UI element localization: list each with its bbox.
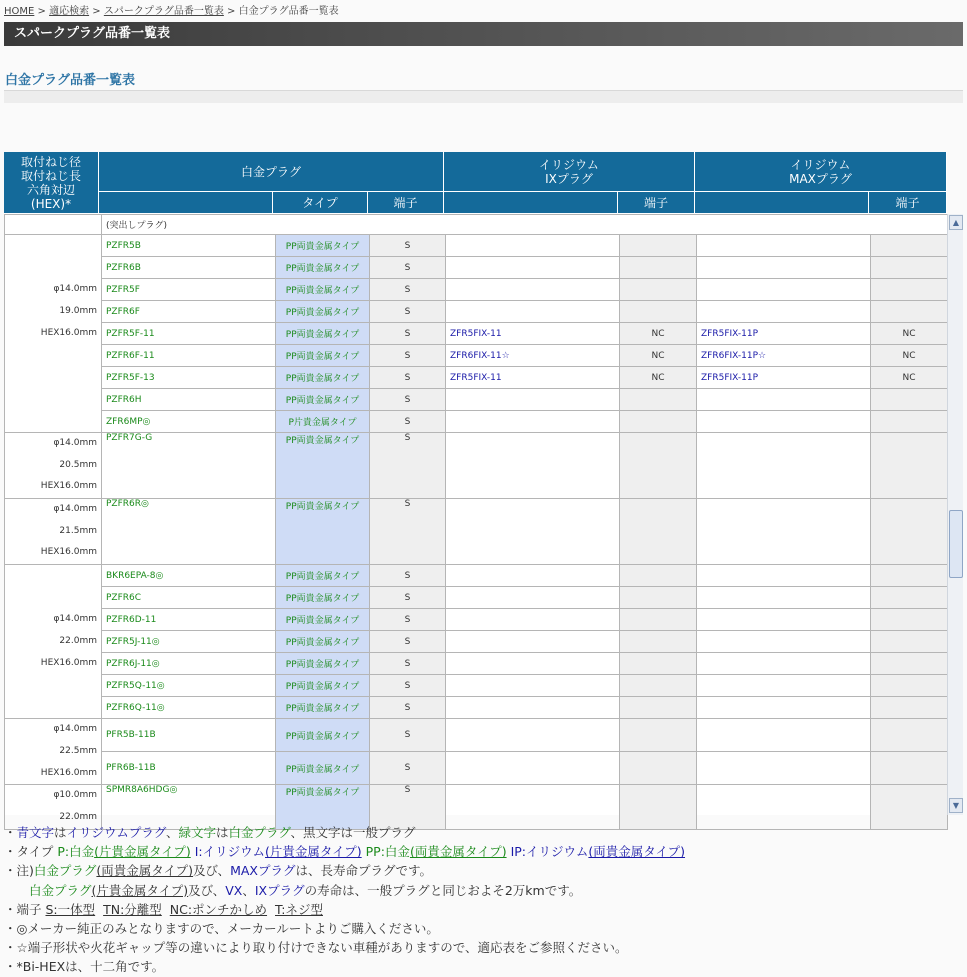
header-ix-terminal: 端子 [618, 192, 695, 214]
ix-part-number[interactable] [446, 433, 620, 499]
section-divider [4, 90, 963, 103]
terminal-type: S [370, 389, 446, 411]
table-row [5, 719, 948, 752]
platinum-part-number[interactable]: PZFR7G-G [102, 433, 276, 499]
size-line: φ14.0mm [53, 724, 97, 735]
max-terminal [871, 499, 948, 565]
max-terminal [871, 587, 948, 609]
breadcrumb-home-link[interactable]: HOME [4, 6, 35, 17]
terminal-type: S [370, 499, 446, 565]
breadcrumb-current: 白金プラグ品番一覧表 [238, 6, 339, 17]
max-terminal [871, 697, 948, 719]
ix-part-number[interactable]: ZFR6FIX-11☆ [446, 345, 620, 367]
max-terminal [871, 389, 948, 411]
terminal-type: S [370, 565, 446, 587]
breadcrumb-separator: > [89, 6, 104, 17]
terminal-type: S [370, 235, 446, 257]
ix-terminal [620, 279, 697, 301]
max-terminal [871, 653, 948, 675]
max-part-number[interactable] [697, 719, 871, 752]
ix-part-number[interactable] [446, 235, 620, 257]
scroll-down-icon[interactable]: ▼ [949, 798, 963, 813]
plug-type: PP両貴金属タイプ [276, 433, 370, 499]
size-cell [5, 235, 102, 433]
size-line: HEX16.0mm [40, 657, 97, 668]
size-line [9, 258, 97, 280]
terminal-type: S [370, 631, 446, 653]
ix-terminal [620, 433, 697, 499]
plug-type: PP両貴金属タイプ [276, 675, 370, 697]
plug-type: PP両貴金属タイプ [276, 235, 370, 257]
table-body-viewport[interactable] [4, 214, 947, 822]
plug-type: PP両貴金属タイプ [276, 389, 370, 411]
ix-terminal [620, 609, 697, 631]
terminal-type: S [370, 653, 446, 675]
max-part-number[interactable] [697, 653, 871, 675]
table-row [5, 565, 948, 587]
size-line: 22.0mm [59, 635, 97, 646]
max-part-number[interactable]: ZFR5FIX-11P [697, 367, 871, 389]
max-part-number[interactable] [697, 587, 871, 609]
plug-type: PP両貴金属タイプ [276, 587, 370, 609]
terminal-type: S [370, 323, 446, 345]
plug-type: PP両貴金属タイプ [276, 257, 370, 279]
ix-part-number[interactable] [446, 257, 620, 279]
platinum-part-number[interactable]: PZFR6F [102, 301, 276, 323]
size-line [9, 587, 97, 609]
platinum-part-number[interactable]: PZFR6C [102, 587, 276, 609]
ix-terminal [620, 719, 697, 752]
ix-part-number[interactable] [446, 279, 620, 301]
size-cell [5, 433, 102, 499]
table-scrollbar[interactable] [947, 214, 963, 815]
terminal-type: S [370, 785, 446, 829]
ix-part-number[interactable] [446, 609, 620, 631]
size-line [9, 236, 97, 258]
size-cell [5, 499, 102, 565]
breadcrumb-search-link[interactable]: 適応検索 [49, 6, 90, 17]
terminal-type: S [370, 433, 446, 499]
note-line: 白金プラグ(片貴金属タイプ)及び、VX、IXプラグの寿命は、一般プラグと同じおよそ2万kmです。 [29, 882, 582, 898]
ix-part-number[interactable] [446, 587, 620, 609]
table-row [5, 235, 948, 257]
table-row [5, 323, 948, 345]
table-row [5, 279, 948, 301]
ix-part-number[interactable] [446, 675, 620, 697]
ix-terminal [620, 697, 697, 719]
max-terminal [871, 785, 948, 829]
size-line: HEX16.0mm [40, 481, 97, 492]
max-terminal: NC [871, 367, 948, 389]
table-row [5, 433, 948, 499]
plug-type: PP両貴金属タイプ [276, 565, 370, 587]
ix-terminal [620, 631, 697, 653]
platinum-part-number[interactable]: PZFR6D-11 [102, 609, 276, 631]
ix-terminal: NC [620, 367, 697, 389]
header-platinum-sub [99, 192, 273, 214]
note-line: ・☆端子形状や火花ギャップ等の違いにより取り付けできない車種がありますので、適応表をご参照ください。 [4, 940, 628, 956]
protruding-plug-note: (突出しプラグ) [102, 215, 948, 235]
blue-text-label: 青文字 [16, 825, 55, 840]
max-part-number[interactable] [697, 235, 871, 257]
plug-table [4, 214, 948, 830]
max-part-number[interactable] [697, 752, 871, 785]
header-platinum: 白金プラグ [99, 152, 444, 192]
max-part-number[interactable] [697, 433, 871, 499]
size-cell [5, 565, 102, 719]
terminal-type: S [370, 675, 446, 697]
terminal-type: S [370, 609, 446, 631]
legend-notes [4, 823, 685, 977]
scroll-up-icon[interactable]: ▲ [949, 215, 963, 230]
ix-part-number[interactable] [446, 697, 620, 719]
max-terminal [871, 719, 948, 752]
section-title: 白金プラグ品番一覧表 [5, 73, 136, 88]
plug-type: PP両貴金属タイプ [276, 499, 370, 565]
size-line: φ10.0mm [53, 790, 97, 801]
ix-part-number[interactable]: ZFR5FIX-11 [446, 367, 620, 389]
ix-terminal [620, 752, 697, 785]
page-title: スパークプラグ品番一覧表 [4, 22, 963, 46]
size-line: 21.5mm [59, 525, 97, 536]
max-part-number[interactable]: ZFR6FIX-11P☆ [697, 345, 871, 367]
size-line [9, 344, 97, 366]
max-terminal [871, 411, 948, 433]
size-line: 22.5mm [59, 745, 97, 756]
platinum-part-number[interactable]: PZFR5J-11◎ [102, 631, 276, 653]
terminal-type: S [370, 752, 446, 785]
header-max-terminal: 端子 [869, 192, 947, 214]
terminal-type: S [370, 257, 446, 279]
platinum-part-number[interactable]: PZFR6Q-11◎ [102, 697, 276, 719]
header-type: タイプ [273, 192, 368, 214]
max-terminal [871, 565, 948, 587]
ix-terminal [620, 675, 697, 697]
note-line: ・青文字はイリジウムプラグ、緑文字は白金プラグ、黒文字は一般プラグ [4, 825, 416, 840]
platinum-part-number[interactable]: PZFR5Q-11◎ [102, 675, 276, 697]
note-line: ・タイプ P:白金(片貴金属タイプ) I:イリジウム(片貴金属タイプ) PP:白金(両貴金属タイプ) IP:イリジウム(両貴金属タイプ) [4, 844, 686, 860]
breadcrumb [4, 2, 339, 17]
max-terminal [871, 675, 948, 697]
terminal-type: S [370, 367, 446, 389]
size-line: φ14.0mm [53, 284, 97, 295]
size-line: 19.0mm [59, 305, 97, 316]
plug-type: PP両貴金属タイプ [276, 367, 370, 389]
ix-part-number[interactable] [446, 631, 620, 653]
size-cell [5, 719, 102, 785]
plug-type: PP両貴金属タイプ [276, 752, 370, 785]
max-terminal: NC [871, 345, 948, 367]
platinum-part-number[interactable]: SPMR8A6HDG◎ [102, 785, 276, 829]
platinum-part-number[interactable]: BKR6EPA-8◎ [102, 565, 276, 587]
size-line: φ14.0mm [53, 504, 97, 515]
platinum-label: 白金プラグ [228, 825, 291, 840]
ix-terminal [620, 587, 697, 609]
table-row [5, 697, 948, 719]
terminal-type: S [370, 719, 446, 752]
table-row [5, 345, 948, 367]
ix-terminal [620, 499, 697, 565]
max-terminal [871, 279, 948, 301]
ix-part-number[interactable] [446, 389, 620, 411]
max-terminal [871, 609, 948, 631]
ix-terminal [620, 389, 697, 411]
platinum-part-number[interactable]: PFR5B-11B [102, 719, 276, 752]
header-ix-plug: イリジウム IXプラグ [444, 152, 695, 192]
ix-terminal [620, 301, 697, 323]
max-part-number[interactable] [697, 257, 871, 279]
size-line [9, 409, 97, 431]
platinum-part-number[interactable]: PZFR6F-11 [102, 345, 276, 367]
table-row [5, 752, 948, 785]
terminal-type: S [370, 587, 446, 609]
ix-part-number[interactable] [446, 565, 620, 587]
max-part-number[interactable] [697, 411, 871, 433]
plug-type: PP両貴金属タイプ [276, 785, 370, 829]
max-part-number[interactable] [697, 697, 871, 719]
table-row [5, 367, 948, 389]
ix-part-number[interactable] [446, 719, 620, 752]
header-size-col: 取付ねじ径 取付ねじ長 六角対辺 (HEX)* [4, 152, 99, 214]
platinum-part-number[interactable]: PFR6B-11B [102, 752, 276, 785]
table-row [5, 653, 948, 675]
max-part-number[interactable] [697, 565, 871, 587]
platinum-part-number[interactable]: PZFR6B [102, 257, 276, 279]
max-terminal [871, 301, 948, 323]
ix-part-number[interactable] [446, 301, 620, 323]
plug-type: PP両貴金属タイプ [276, 609, 370, 631]
table-row [5, 675, 948, 697]
table-header [4, 152, 947, 214]
terminal-type: S [370, 697, 446, 719]
max-terminal [871, 752, 948, 785]
platinum-part-number[interactable]: ZFR6MP◎ [102, 411, 276, 433]
size-line [9, 696, 97, 718]
max-terminal [871, 433, 948, 499]
note-line: ・*Bi-HEXは、十二角です。 [4, 959, 165, 975]
header-terminal: 端子 [368, 192, 444, 214]
terminal-type: S [370, 345, 446, 367]
ix-part-number[interactable]: ZFR5FIX-11 [446, 323, 620, 345]
table-row [5, 587, 948, 609]
green-text-label: 緑文字 [178, 825, 216, 840]
ix-terminal [620, 411, 697, 433]
size-line [9, 388, 97, 410]
table-row [5, 499, 948, 565]
ix-part-number[interactable] [446, 411, 620, 433]
header-max-plug: イリジウム MAXプラグ [695, 152, 947, 192]
size-line: HEX16.0mm [40, 767, 97, 778]
plug-type: PP両貴金属タイプ [276, 631, 370, 653]
ix-terminal [620, 565, 697, 587]
max-part-number[interactable] [697, 389, 871, 411]
breadcrumb-separator: > [34, 6, 50, 17]
size-line: 22.0mm [59, 811, 97, 822]
table-row [5, 389, 948, 411]
header-max-sub [695, 192, 869, 214]
ix-terminal [620, 235, 697, 257]
platinum-part-number[interactable]: PZFR5F-13 [102, 367, 276, 389]
plug-type: PP両貴金属タイプ [276, 301, 370, 323]
max-terminal [871, 235, 948, 257]
ix-part-number[interactable] [446, 752, 620, 785]
size-line: 20.5mm [59, 459, 97, 470]
max-part-number[interactable] [697, 301, 871, 323]
plug-type: PP両貴金属タイプ [276, 345, 370, 367]
platinum-part-number[interactable]: PZFR6J-11◎ [102, 653, 276, 675]
max-part-number[interactable]: ZFR5FIX-11P [697, 323, 871, 345]
size-line [9, 674, 97, 696]
breadcrumb-list-link[interactable]: スパークプラグ品番一覧表 [103, 6, 224, 17]
note-line: ・端子 S:一体型 TN:分離型 NC:ポンチかしめ T:ネジ型 [4, 901, 323, 917]
plug-type: P片貴金属タイプ [276, 411, 370, 433]
ix-part-number[interactable] [446, 499, 620, 565]
header-ix-sub [444, 192, 618, 214]
max-part-number[interactable] [697, 499, 871, 565]
table-row [5, 257, 948, 279]
iridium-label: イリジウムプラグ [66, 825, 166, 840]
terminal-type: S [370, 301, 446, 323]
platinum-part-number[interactable]: PZFR6H [102, 389, 276, 411]
platinum-part-number[interactable]: PZFR5B [102, 235, 276, 257]
max-terminal [871, 631, 948, 653]
note-line: ・注)白金プラグ(両貴金属タイプ)及び、MAXプラグは、長寿命プラグです。 [4, 863, 432, 879]
max-terminal [871, 257, 948, 279]
size-line: φ14.0mm [53, 438, 97, 449]
table-row [5, 301, 948, 323]
platinum-part-number[interactable]: PZFR5F [102, 279, 276, 301]
max-part-number[interactable] [697, 609, 871, 631]
max-part-number[interactable] [697, 631, 871, 653]
table-row [5, 609, 948, 631]
size-line: HEX16.0mm [40, 327, 97, 338]
terminal-type: S [370, 411, 446, 433]
size-line: φ14.0mm [53, 614, 97, 625]
plug-type: PP両貴金属タイプ [276, 279, 370, 301]
plug-type: PP両貴金属タイプ [276, 653, 370, 675]
breadcrumb-separator: > [223, 6, 239, 17]
ix-terminal: NC [620, 345, 697, 367]
plug-type: PP両貴金属タイプ [276, 719, 370, 752]
plug-type: PP両貴金属タイプ [276, 323, 370, 345]
max-part-number[interactable] [697, 785, 871, 829]
plug-type: PP両貴金属タイプ [276, 697, 370, 719]
max-part-number[interactable] [697, 279, 871, 301]
table-row [5, 411, 948, 433]
ix-terminal: NC [620, 323, 697, 345]
platinum-part-number[interactable]: PZFR5F-11 [102, 323, 276, 345]
max-terminal: NC [871, 323, 948, 345]
size-line: HEX16.0mm [40, 547, 97, 558]
terminal-type: S [370, 279, 446, 301]
size-cell [5, 215, 102, 235]
table-row [5, 631, 948, 653]
scrollbar-thumb[interactable] [949, 510, 963, 578]
ix-terminal [620, 257, 697, 279]
table-row [5, 215, 948, 235]
platinum-part-number[interactable]: PZFR6R◎ [102, 499, 276, 565]
size-line [9, 566, 97, 588]
ix-terminal [620, 653, 697, 675]
size-line [9, 366, 97, 388]
ix-part-number[interactable] [446, 653, 620, 675]
max-part-number[interactable] [697, 675, 871, 697]
note-line: ・◎メーカー純正のみとなりますので、メーカールートよりご購入ください。 [4, 921, 439, 937]
